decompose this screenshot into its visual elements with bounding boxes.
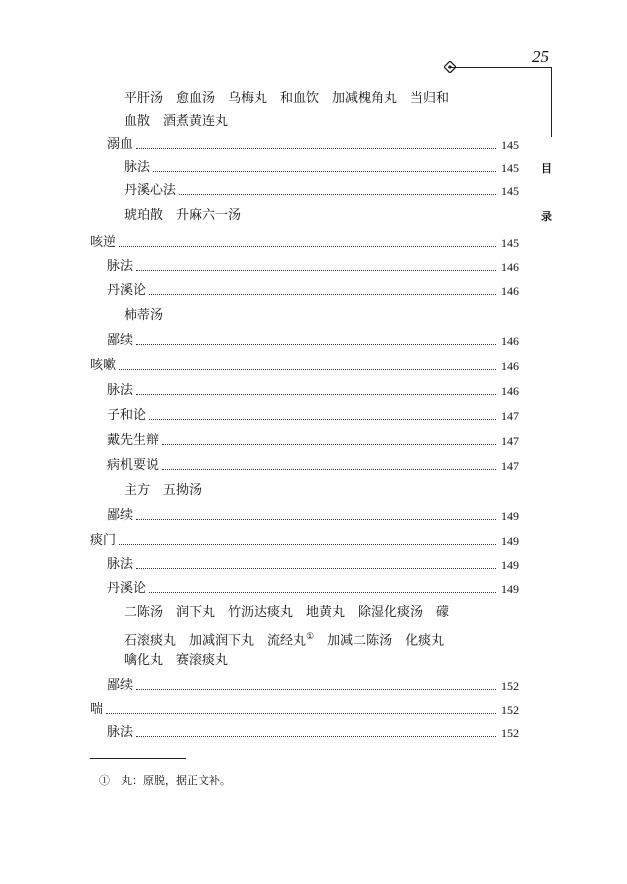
toc-entry-label: 鄙续 [107,678,134,693]
formula-line: 主方 五拗汤 [124,483,203,498]
side-label-lu: 录 [541,210,552,223]
toc-entry-page: 145 [501,184,519,198]
toc-entry[interactable] [90,699,527,721]
formula-line: 二陈汤 润下丸 竹沥达痰丸 地黄丸 除湿化痰汤 礞 [124,605,450,620]
toc-entry-page: 146 [501,334,519,348]
formula-line: 血散 酒煮黄连丸 [124,114,229,129]
dot-leader [136,519,496,520]
toc-entry-label: 脉法 [107,383,134,398]
toc-entry[interactable] [107,430,527,452]
dot-leader [119,544,496,545]
formula-line [124,626,444,648]
toc-entry[interactable] [107,675,527,697]
toc-entry-label: 脉法 [107,725,134,740]
toc-entry-page: 147 [501,434,519,448]
footnote-rule [90,758,186,759]
toc-entry-page: 147 [501,459,519,473]
toc-entry-page: 145 [501,138,519,152]
toc-entry-label: 戴先生辩 [107,433,160,448]
formula-line: 平肝汤 愈血汤 乌梅丸 和血饮 加减槐角丸 当归和 [124,91,450,106]
dot-leader [136,270,496,271]
toc-entry[interactable] [107,554,527,576]
toc-entry[interactable] [107,505,527,527]
page-number: 25 [532,47,549,66]
toc-entry-label: 喘 [90,702,104,717]
dot-leader [162,444,496,445]
toc-entry-label: 溺血 [107,137,134,152]
toc-entry-label: 鄙续 [107,508,134,523]
toc-entry-page: 146 [501,284,519,298]
toc-entry-label: 病机要说 [107,458,160,473]
dot-leader [106,713,496,714]
toc-entry-label: 脉法 [107,259,134,274]
dot-leader [162,469,496,470]
toc-entry[interactable] [90,232,527,254]
toc-entry-page: 147 [501,409,519,423]
toc-entry[interactable] [90,355,527,377]
dot-leader [119,246,496,247]
toc-entry-page: 149 [501,582,519,596]
toc-entry[interactable] [107,455,527,477]
formula-line: 柿蒂汤 [124,308,164,323]
toc-entry[interactable] [107,280,527,302]
toc-entry-label: 咳逆 [90,235,117,250]
toc-entry-page: 149 [501,534,519,548]
formula-line: 琥珀散 升麻六一汤 [124,208,242,223]
toc-entry[interactable] [124,157,527,179]
toc-entry[interactable] [107,330,527,352]
dot-leader [136,148,496,149]
footnote: ① 丸：原脱，据正文补。 [99,774,231,787]
toc-entry-label: 咳嗽 [90,358,117,373]
dot-leader [149,592,496,593]
formula-line-text: 加减二陈汤 化痰丸 [327,633,445,649]
header-vertical-rule [551,67,552,137]
dot-leader [149,419,496,420]
dot-leader [149,294,496,295]
toc-entry-page: 152 [501,679,519,693]
formula-line: 噙化丸 赛滚痰丸 [124,653,229,668]
toc-entry[interactable] [107,405,527,427]
toc-entry-label: 子和论 [107,408,147,423]
toc-entry[interactable] [107,134,527,156]
header-rule [448,67,552,68]
toc-entry-page: 152 [501,726,519,740]
footnote-ref-mark[interactable]: ① [306,632,315,642]
toc-entry-page: 145 [501,161,519,175]
side-label-mu: 目 [541,162,552,175]
toc-entry[interactable] [107,578,527,600]
toc-entry-page: 146 [501,384,519,398]
toc-entry-page: 146 [501,260,519,274]
toc-entry-label: 丹溪论 [107,283,147,298]
dot-leader [136,736,496,737]
toc-entry-page: 149 [501,558,519,572]
toc-entry-label: 鄙续 [107,333,134,348]
dot-leader [136,344,496,345]
dot-leader [153,171,496,172]
dot-leader [136,568,496,569]
dot-leader [179,194,496,195]
toc-entry[interactable] [107,256,527,278]
toc-entry[interactable] [107,722,527,744]
toc-entry-page: 149 [501,509,519,523]
toc-entry-page: 145 [501,236,519,250]
dot-leader [136,394,496,395]
toc-entry[interactable] [124,180,527,202]
toc-entry-label: 脉法 [124,160,151,175]
dot-leader [136,689,496,690]
toc-entry-page: 152 [501,703,519,717]
toc-entry-label: 痰门 [90,533,117,548]
toc-entry-label: 丹溪论 [107,581,147,596]
toc-entry-page: 146 [501,359,519,373]
toc-entry-label: 脉法 [107,557,134,572]
toc-entry-label: 丹溪心法 [124,183,177,198]
toc-entry[interactable] [90,530,527,552]
formula-line-text: 石滚痰丸 加减润下丸 流经丸 [124,633,307,649]
toc-entry[interactable] [107,380,527,402]
dot-leader [119,369,496,370]
